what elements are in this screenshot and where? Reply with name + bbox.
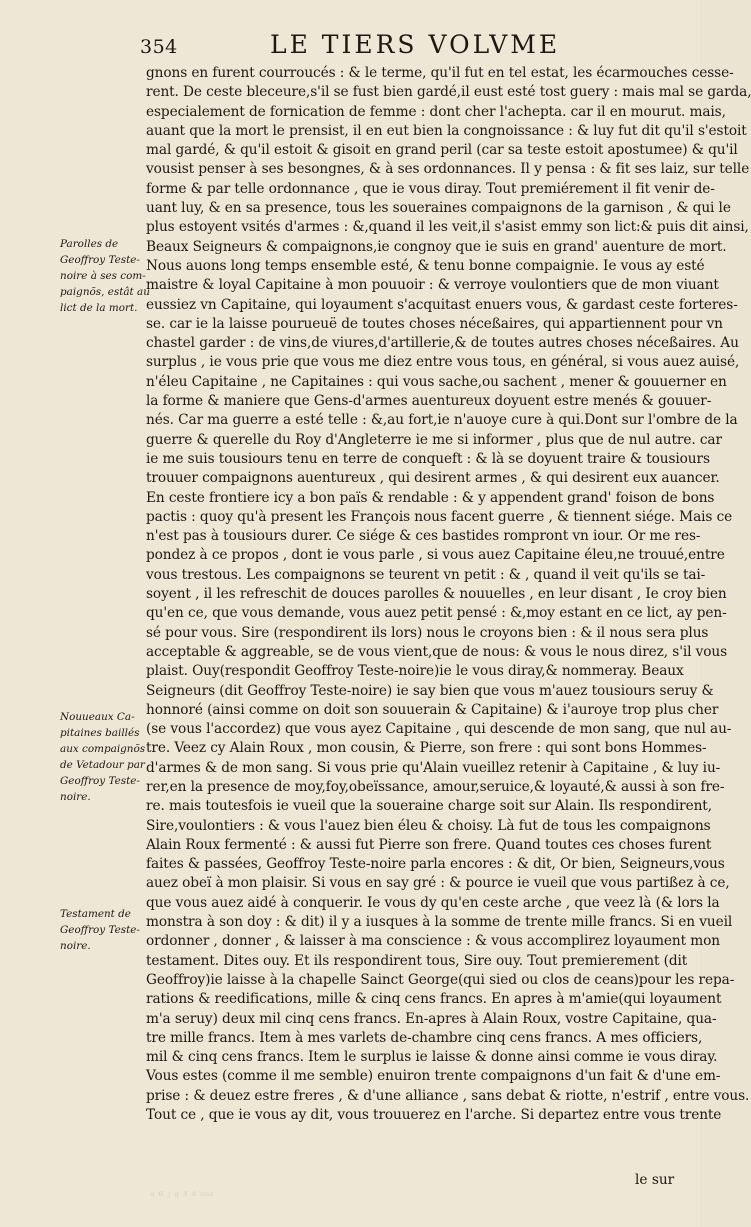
text-line: acceptable & aggreable, se de vous vient,que de nous: & vous le nous direz, s'il vous bbox=[146, 643, 728, 660]
margin-note-line: paignõs, estât au bbox=[60, 286, 150, 298]
margin-note-line: Nouueaux Ca- bbox=[60, 711, 135, 723]
margin-note-nouueaux-capitaines bbox=[60, 709, 144, 805]
margin-note-line: pitaines baillés bbox=[60, 727, 140, 739]
text-line: se. car ie la laisse pourueuë de toutes choses néceßaires, qui appartiennent pour vn bbox=[146, 315, 723, 332]
main-text-block bbox=[146, 64, 751, 1125]
margin-note-paroles bbox=[60, 236, 150, 316]
text-line: pactis : quoy qu'à present les François nous facent guerre , & tiennent siége. Mais ce bbox=[146, 508, 733, 525]
text-line: rer,en la presence de moy,foy,obeïssance, amour,seruice,& loyauté,& aussi à son fre- bbox=[146, 778, 725, 795]
text-line: Geoffroy)ie laisse à la chapelle Sainct George(qui sied ou clos de ceans)pour les repa- bbox=[146, 971, 735, 988]
text-line: testament. Dites ouy. Et ils respondirent tous, Sire ouy. Tout premierement (dit bbox=[146, 952, 688, 969]
text-line: surplus , ie vous prie que vous me diez entre vous tous, en général, si vous auez auisé, bbox=[146, 354, 740, 371]
text-line: faites & passées, Geoffroy Teste-noire parla encores : & dit, Or bien, Seigneurs,vous bbox=[146, 856, 725, 873]
text-line: Vous estes (comme il me semble) enuiron trente compaignons d'un fait & d'une em- bbox=[146, 1068, 721, 1085]
show-through-text: ᵉ ⁶ ʲ ᵍ ³ ᵈ ᵒⁿˢ bbox=[150, 1189, 214, 1203]
text-line: tre. Veez cy Alain Roux , mon cousin, & Pierre, son frere : qui sont bons Hommes- bbox=[146, 740, 707, 757]
page-number: 354 bbox=[140, 36, 178, 58]
text-line: Seigneurs (dit Geoffroy Teste-noire) ie say bien que vous m'auez tousiours seruy & bbox=[146, 682, 714, 699]
text-line: n'éleu Capitaine , ne Capitaines : qui vous sache,ou sachent , mener & gouuerner en bbox=[146, 373, 727, 390]
text-line: ordonner , donner , & laisser à ma conscience : & vous accomplirez loyaument mon bbox=[146, 933, 720, 950]
text-line: m'a seruy) deux mil cinq cens francs. En-apres à Alain Roux, vostre Capitaine, qua- bbox=[146, 1010, 717, 1027]
text-line: la forme & maniere que Gens-d'armes auentureux doyuent estre menés & gouuer- bbox=[146, 393, 712, 410]
text-line: rations & reedifications, mille & cinq cens francs. En apres à m'amie(qui loyaument bbox=[146, 991, 722, 1008]
text-line: auant que la mort le prensist, il en eut bien la congnoissance : & luy fut dit qu'il s'estoit bbox=[146, 122, 747, 139]
text-line: Tout ce , que ie vous ay dit, vous trouuerez en l'arche. Si departez entre vous trente bbox=[146, 1107, 722, 1124]
text-line: sé pour vous. Sire (respondirent ils lors) nous le croyons bien : & il nous sera plus bbox=[146, 624, 709, 641]
text-line: monstra à son doy : & dit) il y a iusques à la somme de trente mille francs. Si en vueil bbox=[146, 914, 733, 931]
text-line: Sire,voulontiers : & vous l'auez bien éleu & choisy. Là fut de tous les compaignons bbox=[146, 817, 711, 834]
text-line: rent. De ceste bleceure,s'il se fust bien gardé,il eust esté tost guery : mais mal se garda, bbox=[146, 84, 751, 101]
margin-note-line: de Vetadour par bbox=[60, 759, 145, 771]
text-line: forme & par telle ordonnance , que ie vous diray. Tout premiérement il fit venir de- bbox=[146, 180, 715, 197]
text-line: n'est pas à tousiours durer. Ce siége & ces bastides rompront vn iour. Or me res- bbox=[146, 528, 701, 545]
text-line: trouuer compaignons auentureux , qui desirent armes , & qui desirent eux auancer. bbox=[146, 470, 720, 487]
text-line: ie me suis tousiours tenu en terre de conqueft : & là se doyuent traire & tousiours bbox=[146, 450, 710, 467]
text-line: (se vous l'accordez) que vous ayez Capitaine , qui descende de mon sang, que nul au- bbox=[146, 721, 732, 738]
text-line: Beaux Seigneurs & compaignons,ie congnoy que ie suis en grand' auenture de mort. bbox=[146, 238, 727, 255]
text-line: maistre & loyal Capitaine à mon pouuoir : & verroye voulontiers que de mon viuant bbox=[146, 277, 719, 294]
text-line: eussiez vn Capitaine, qui loyaument s'acquitast enuers vous, & gardast ceste forteres- bbox=[146, 296, 738, 313]
text-line: guerre & querelle du Roy d'Angleterre ie me si informer , plus que de nul autre. car bbox=[146, 431, 722, 448]
text-line: auez obeï à mon plaisir. Si vous en say gré : & pource ie vueil que vous partißez à ce, bbox=[146, 875, 730, 892]
text-line: vousist penser à ses besongnes, & à ses ordonnances. Il y pensa : & fit ses laiz, sur telle bbox=[146, 161, 750, 178]
text-line: pondez à ce propos , dont ie vous parle , si vous auez Capitaine éleu,ne trouué,entre bbox=[146, 547, 725, 564]
text-line: honnoré (ainsi comme on doit son souuerain & Capitaine) & i'auroye trop plus cher bbox=[146, 701, 719, 718]
text-line: plus estoyent vsités d'armes : &,quand il les veit,il s'asist emmy son lict:& puis dit ainsi, bbox=[146, 219, 749, 236]
margin-note-line: aux compaignõs bbox=[60, 743, 146, 755]
margin-note-line: Parolles de bbox=[60, 238, 119, 250]
margin-note-line: Geoffroy Teste- bbox=[60, 254, 140, 266]
text-line: uant luy, & en sa presence, tous les soueraines compaignons de la garnison , & qui le bbox=[146, 200, 731, 217]
text-line: vous trestous. Les compaignons se teurent vn petit : & , quand il veit qu'ils se tai- bbox=[146, 566, 706, 583]
text-line: mil & cinq cens francs. Item le surplus ie laisse & donne ainsi comme ie vous diray. bbox=[146, 1049, 718, 1066]
text-line: nés. Car ma guerre a esté telle : &,au fort,ie n'auoye cure à qui.Dont sur l'ombre de la bbox=[146, 412, 738, 429]
text-line: prise : & deuez estre freres , & d'une alliance , sans debat & riotte, n'estrif , entre vous. bbox=[146, 1087, 750, 1104]
text-line: Nous auons long temps ensemble esté, & tenu bonne compaignie. Ie vous ay esté bbox=[146, 257, 705, 274]
margin-note-line: lict de la mort. bbox=[60, 302, 138, 314]
margin-note-line: Testament de bbox=[60, 908, 131, 920]
text-line: plaist. Ouy(respondit Geoffroy Teste-noire)ie le vous diray,& nommeray. Beaux bbox=[146, 663, 684, 680]
margin-note-testament bbox=[60, 906, 144, 954]
text-line: d'armes & de mon sang. Si vous prie qu'Alain vueillez retenir à Capitaine , & luy iu- bbox=[146, 759, 721, 776]
text-line: gnons en furent courroucés : & le terme, qu'il fut en tel estat, les écarmouches cesse- bbox=[146, 65, 734, 81]
margin-note-line: noire. bbox=[60, 940, 91, 952]
text-line: Alain Roux fermenté : & aussi fut Pierre son frere. Quand toutes ces choses furent bbox=[146, 836, 712, 853]
margin-note-line: noire. bbox=[60, 791, 91, 803]
text-line: En ceste frontiere icy a bon païs & rendable : & y appendent grand' foison de bons bbox=[146, 489, 715, 506]
text-line: mal gardé, & qu'il estoit & gisoit en grand peril (car sa teste estoit apostumee) & qu'il bbox=[146, 142, 738, 159]
text-line: especialement de fornication de femme : dont cher l'achepta. car il en mourut. mais, bbox=[146, 103, 726, 120]
margin-note-line: Geoffroy Teste- bbox=[60, 775, 140, 787]
catchword: le sur bbox=[635, 1172, 675, 1188]
running-head: LE TIERS VOLVME bbox=[270, 30, 561, 59]
text-line: qu'en ce, que vous demande, vous auez petit pensé : &,moy estant en ce lict, ay pen- bbox=[146, 605, 727, 622]
margin-note-line: noire à ses com- bbox=[60, 270, 146, 282]
text-line: chastel garder : de vins,de viures,d'artillerie,& de toutes autres choses néceßaires. Au bbox=[146, 335, 739, 352]
text-line: re. mais toutesfois ie vueil que la soueraine charge soit sur Alain. Ils respondirent, bbox=[146, 798, 712, 815]
text-line: soyent , il les refreschit de douces parolles & nouuelles , en leur disant , Ie croy bien bbox=[146, 586, 727, 603]
text-line: que vous auez aidé à conquerir. Ie vous dy qu'en ceste arche , que veez là (& lors la bbox=[146, 894, 720, 911]
margin-note-line: Geoffroy Teste- bbox=[60, 924, 140, 936]
text-line: tre mille francs. Item à mes varlets de-chambre cinq cens francs. A mes officiers, bbox=[146, 1029, 703, 1046]
